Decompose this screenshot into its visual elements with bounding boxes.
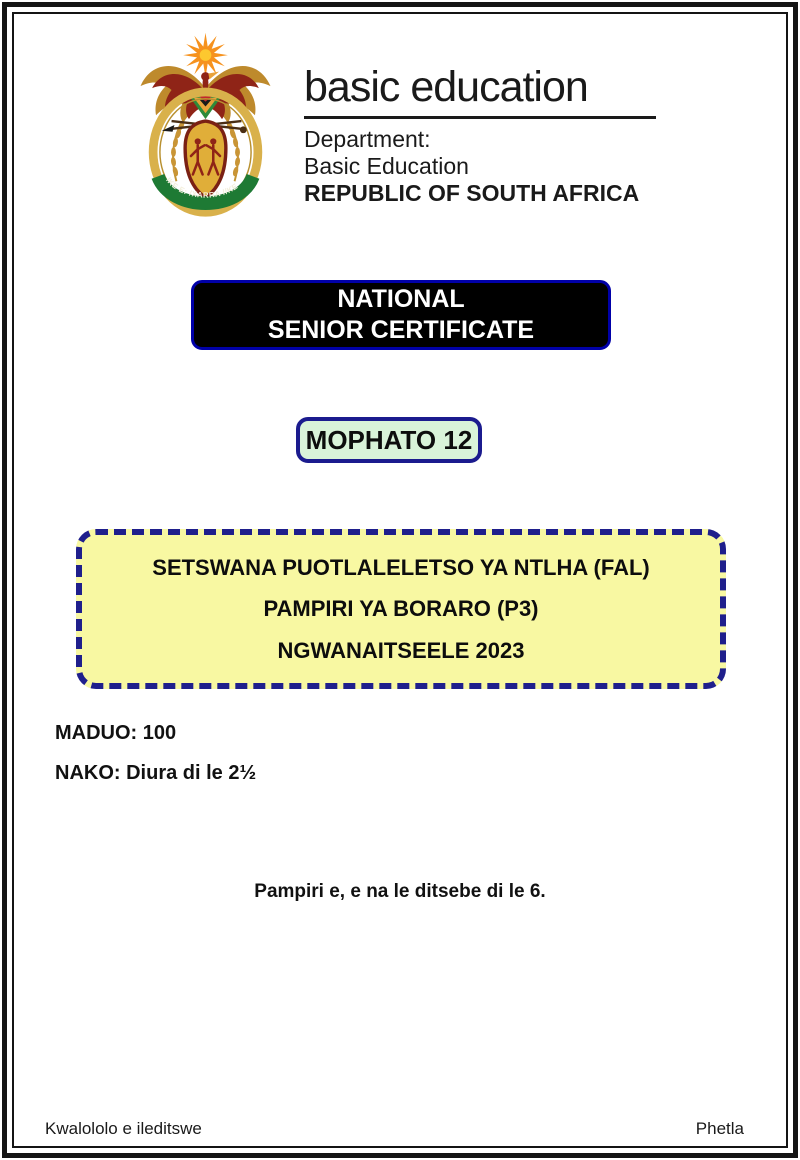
subject-box <box>76 529 726 689</box>
time-line: NAKO: Diura di le 2½ <box>55 762 257 784</box>
paper-title: PAMPIRI YA BORARO (P3) <box>263 596 539 621</box>
wordmark-title: basic education <box>304 63 588 111</box>
department-label: Department: <box>304 126 431 153</box>
motto-text: IKE E: /XARRA //KE <box>164 175 240 200</box>
certificate-banner-line2: SENIOR CERTIFICATE <box>267 316 535 344</box>
department-name: Basic Education <box>304 153 469 180</box>
south-africa-coat-of-arms-logo <box>132 26 279 220</box>
wordmark-divider <box>304 116 656 119</box>
pages-note: Pampiri e, e na le ditsebe di le 6. <box>254 881 546 902</box>
country-name: REPUBLIC OF SOUTH AFRICA <box>304 180 640 207</box>
certificate-banner <box>191 280 611 350</box>
grade-label: MOPHATO 12 <box>305 424 473 455</box>
turn-over-note: Phetla <box>695 1119 744 1138</box>
subject-title: SETSWANA PUOTLALELETSO YA NTLHA (FAL) <box>152 554 650 580</box>
shield-icon <box>185 121 226 198</box>
page-footer <box>45 1119 744 1139</box>
certificate-banner-line1: NATIONAL <box>337 285 465 313</box>
session-title: NGWANAITSEELE 2023 <box>277 637 525 663</box>
marks-line: MADUO: 100 <box>55 722 177 744</box>
department-wordmark-block <box>304 64 664 207</box>
copyright-note: Kwalololo e ileditswe <box>45 1119 202 1138</box>
grade-box <box>296 417 482 463</box>
sunburst-icon <box>183 33 228 78</box>
